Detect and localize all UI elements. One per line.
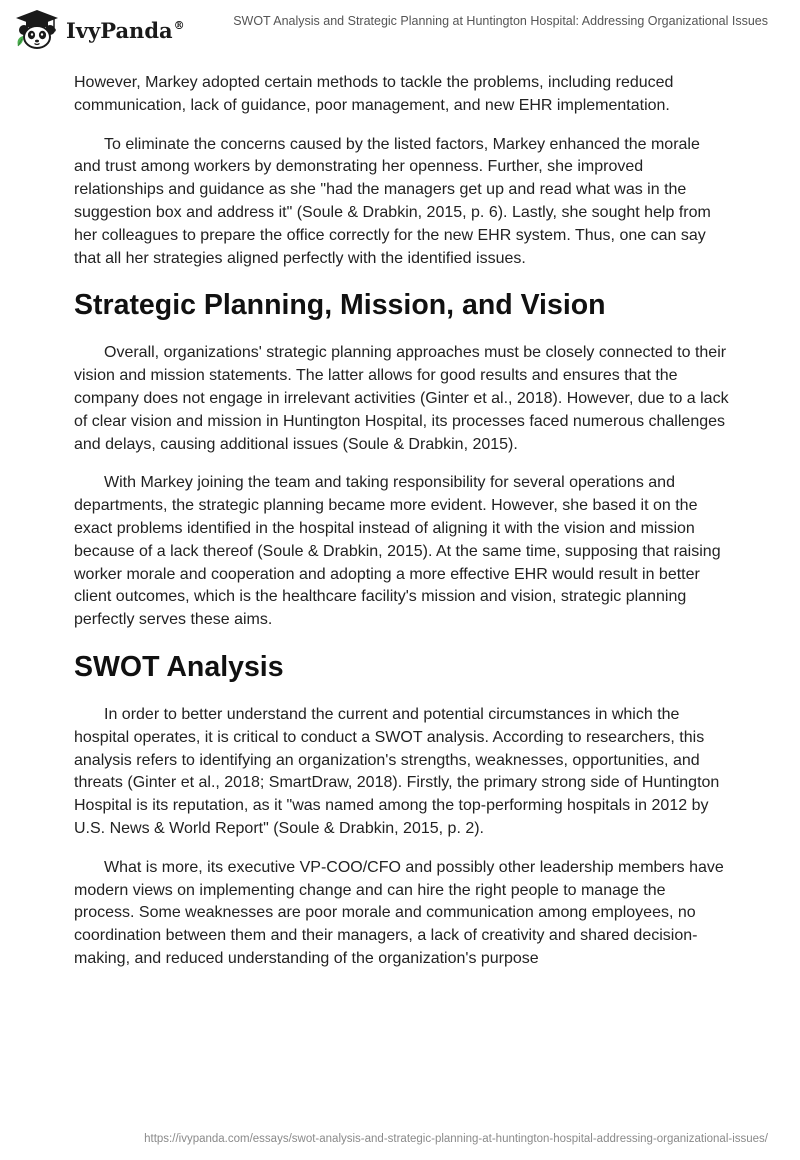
paragraph-markey-methods: However, Markey adopted certain methods to tackle the problems, including reduced communication, lack of guidance, poor management, and new EHR implementation.: [74, 74, 674, 114]
registered-mark: ®: [173, 18, 185, 32]
logo-text: IvyPanda: [66, 17, 173, 43]
source-url[interactable]: https://ivypanda.com/essays/swot-analysis-and-strategic-planning-at-huntington-hospital-addressing-organizational-issues/: [144, 1133, 768, 1145]
page-header: [0, 0, 800, 60]
paragraph-vision-mission: Overall, organizations' strategic planning approaches must be closely connected to their vision and mission statements. The latter allows for good results and ensures that the company does not engage in irrelevant activities (Ginter et al., 2018). However, due to a lack of clear vision and mission in Huntington Hospital, its processes faced numerous challenges and delays, causing additional issues (Soule & Drabkin, 2015).: [74, 344, 729, 453]
heading-swot-analysis: SWOT Analysis: [74, 650, 284, 683]
document-title: SWOT Analysis and Strategic Planning at Huntington Hospital: Addressing Organizational Issues: [233, 14, 768, 28]
panda-graduate-icon: [14, 8, 60, 50]
paragraph-swot-intro: In order to better understand the current and potential circumstances in which the hospital operates, it is critical to conduct a SWOT analysis. According to researchers, this analysis refers to identifying an organization's strengths, weaknesses, opportunities, and threats (Ginter et al., 2018; SmartDraw, 2018). Firstly, the primary strong side of Huntington Hospital is its reputation, as it "was named among the top-performing hospitals in 2012 by U.S. News & World Report" (Soule & Drabkin, 2015, p. 2).: [74, 705, 720, 837]
paragraph-swot-weaknesses: What is more, its executive VP-COO/CFO and possibly other leadership members have modern views on implementing change and can hire the right people to manage the process. Some weaknesses are poor morale and communication among employees, no coordination between them and their managers, a lack of creativity and shared decision-making, and reduced understanding of the organization's purpose: [74, 858, 724, 967]
paragraph-strategic-planning: With Markey joining the team and taking responsibility for several operations and departments, the strategic planning became more evident. However, she based it on the exact problems identified in the hospital instead of aligning it with the vision and mission because of a lack thereof (Soule & Drabkin, 2015). At the same time, supposing that raising worker morale and cooperation and adopting a more effective EHR would result in better client outcomes, which is the healthcare facility's mission and vision, strategic planning perfectly serves these aims.: [74, 474, 721, 629]
paragraph-markey-strategies: To eliminate the concerns caused by the listed factors, Markey enhanced the morale and trust among workers by demonstrating her openness. Further, she improved relationships and guidance as she "had the managers get up and read what was in the suggestion box and address it" (Soule & Drabkin, 2015, p. 6). Lastly, she sought help from her colleagues to prepare the office correctly for the new EHR system. Thus, one can say that all her strategies aligned perfectly with the identified issues.: [74, 135, 711, 267]
logo-wordmark: [66, 18, 185, 43]
ivypanda-logo[interactable]: [14, 8, 185, 50]
essay-content: [74, 72, 730, 987]
heading-strategic-planning: Strategic Planning, Mission, and Vision: [74, 289, 606, 322]
